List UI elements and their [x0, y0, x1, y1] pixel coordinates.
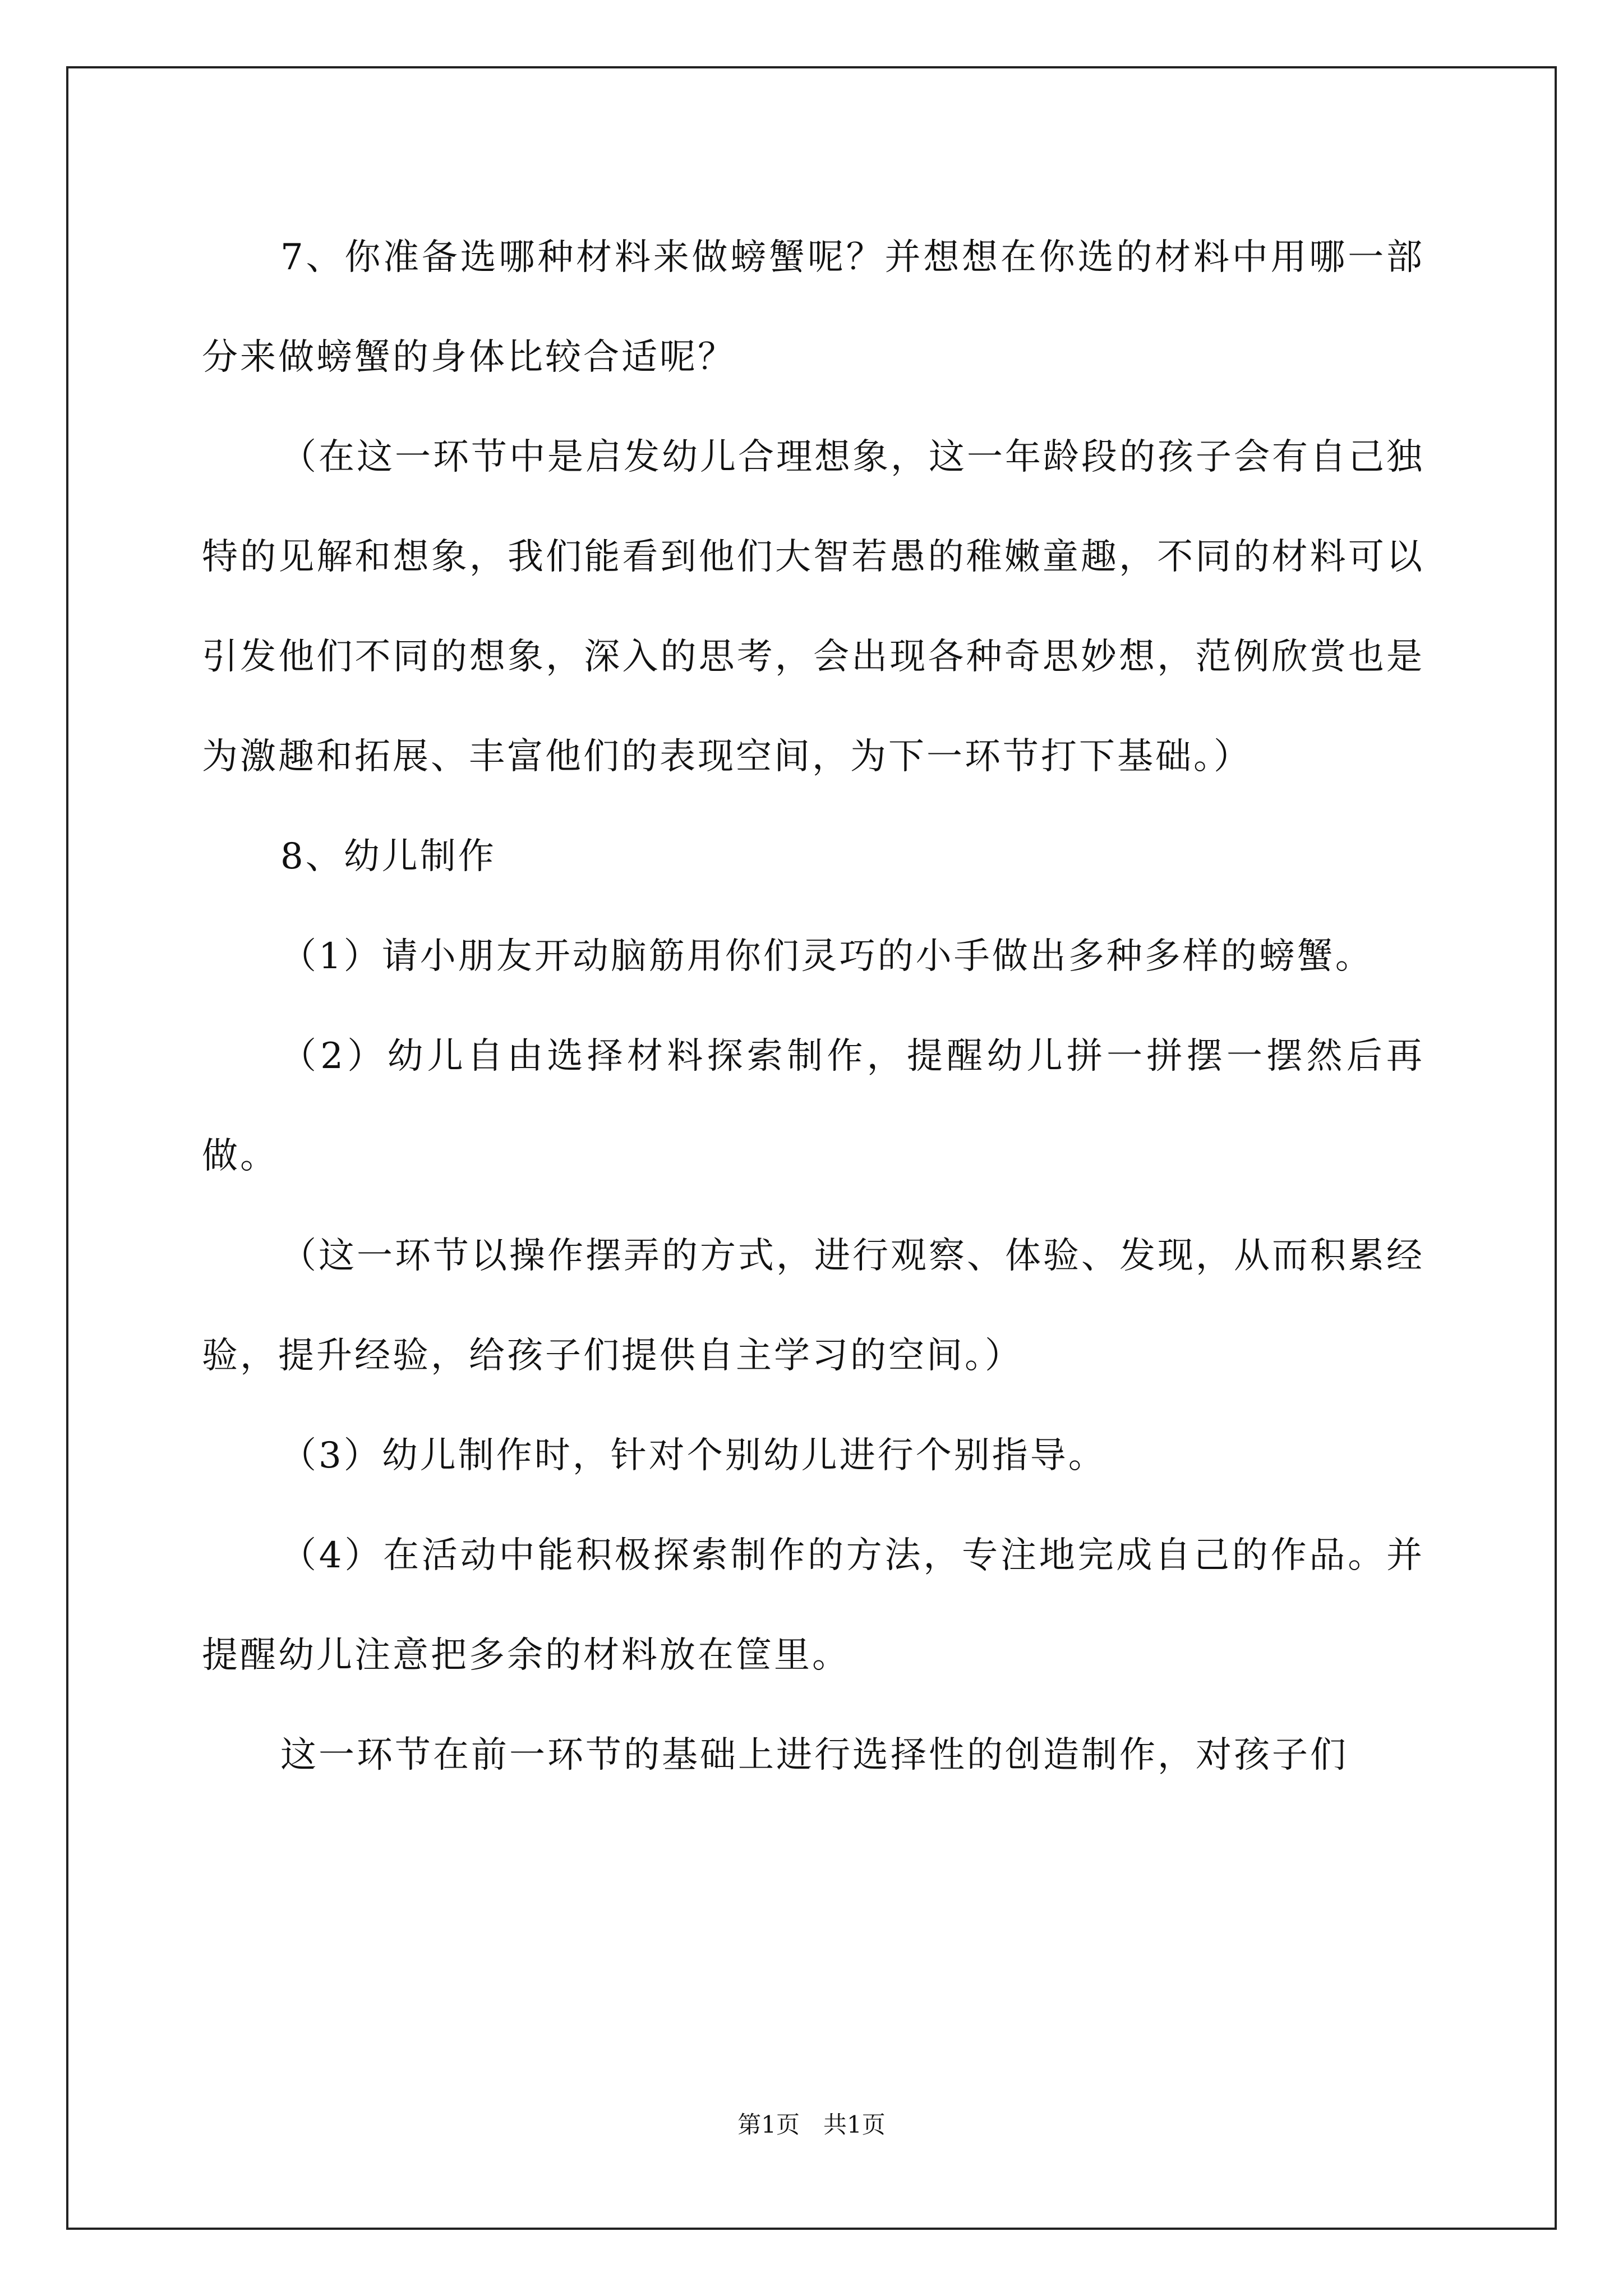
paragraph-step-7: 7、你准备选哪种材料来做螃蟹呢？并想想在你选的材料中用哪一部分来做螃蟹的身体比较合适呢？	[202, 237, 1424, 378]
paragraph-step-8-heading: 8、幼儿制作	[280, 836, 496, 877]
page-footer: 第1页 共1页	[737, 2111, 886, 2138]
paragraph-substep-2: （2）幼儿自由选择材料探索制作，提醒幼儿拼一拼摆一摆然后再做。	[202, 1036, 1424, 1177]
document-body	[202, 208, 1424, 1805]
paragraph-substep-4: （4）在活动中能积极探索制作的方法，专注地完成自己的作品。并提醒幼儿注意把多余的材料放在筐里。	[202, 1535, 1424, 1676]
paragraph-substep-1: （1）请小朋友开动脑筋用你们灵巧的小手做出多种多样的螃蟹。	[280, 936, 1373, 977]
paragraph-note-operation: （这一环节以操作摆弄的方式，进行观察、体验、发现，从而积累经验，提升经验，给孩子们提供自主学习的空间。）	[202, 1235, 1424, 1377]
paragraph-summary: 这一环节在前一环节的基础上进行选择性的创造制作，对孩子们	[280, 1734, 1348, 1776]
paragraph-substep-3: （3）幼儿制作时，针对个别幼儿进行个别指导。	[280, 1435, 1106, 1476]
paragraph-note-imagination: （在这一环节中是启发幼儿合理想象，这一年龄段的孩子会有自己独特的见解和想象，我们能看到他们大智若愚的稚嫩童趣，不同的材料可以引发他们不同的想象，深入的思考，会出现各种奇思妙想，范例欣赏也是为激趣和拓展、丰富他们的表现空间，为下一环节打下基础。）	[202, 436, 1424, 777]
